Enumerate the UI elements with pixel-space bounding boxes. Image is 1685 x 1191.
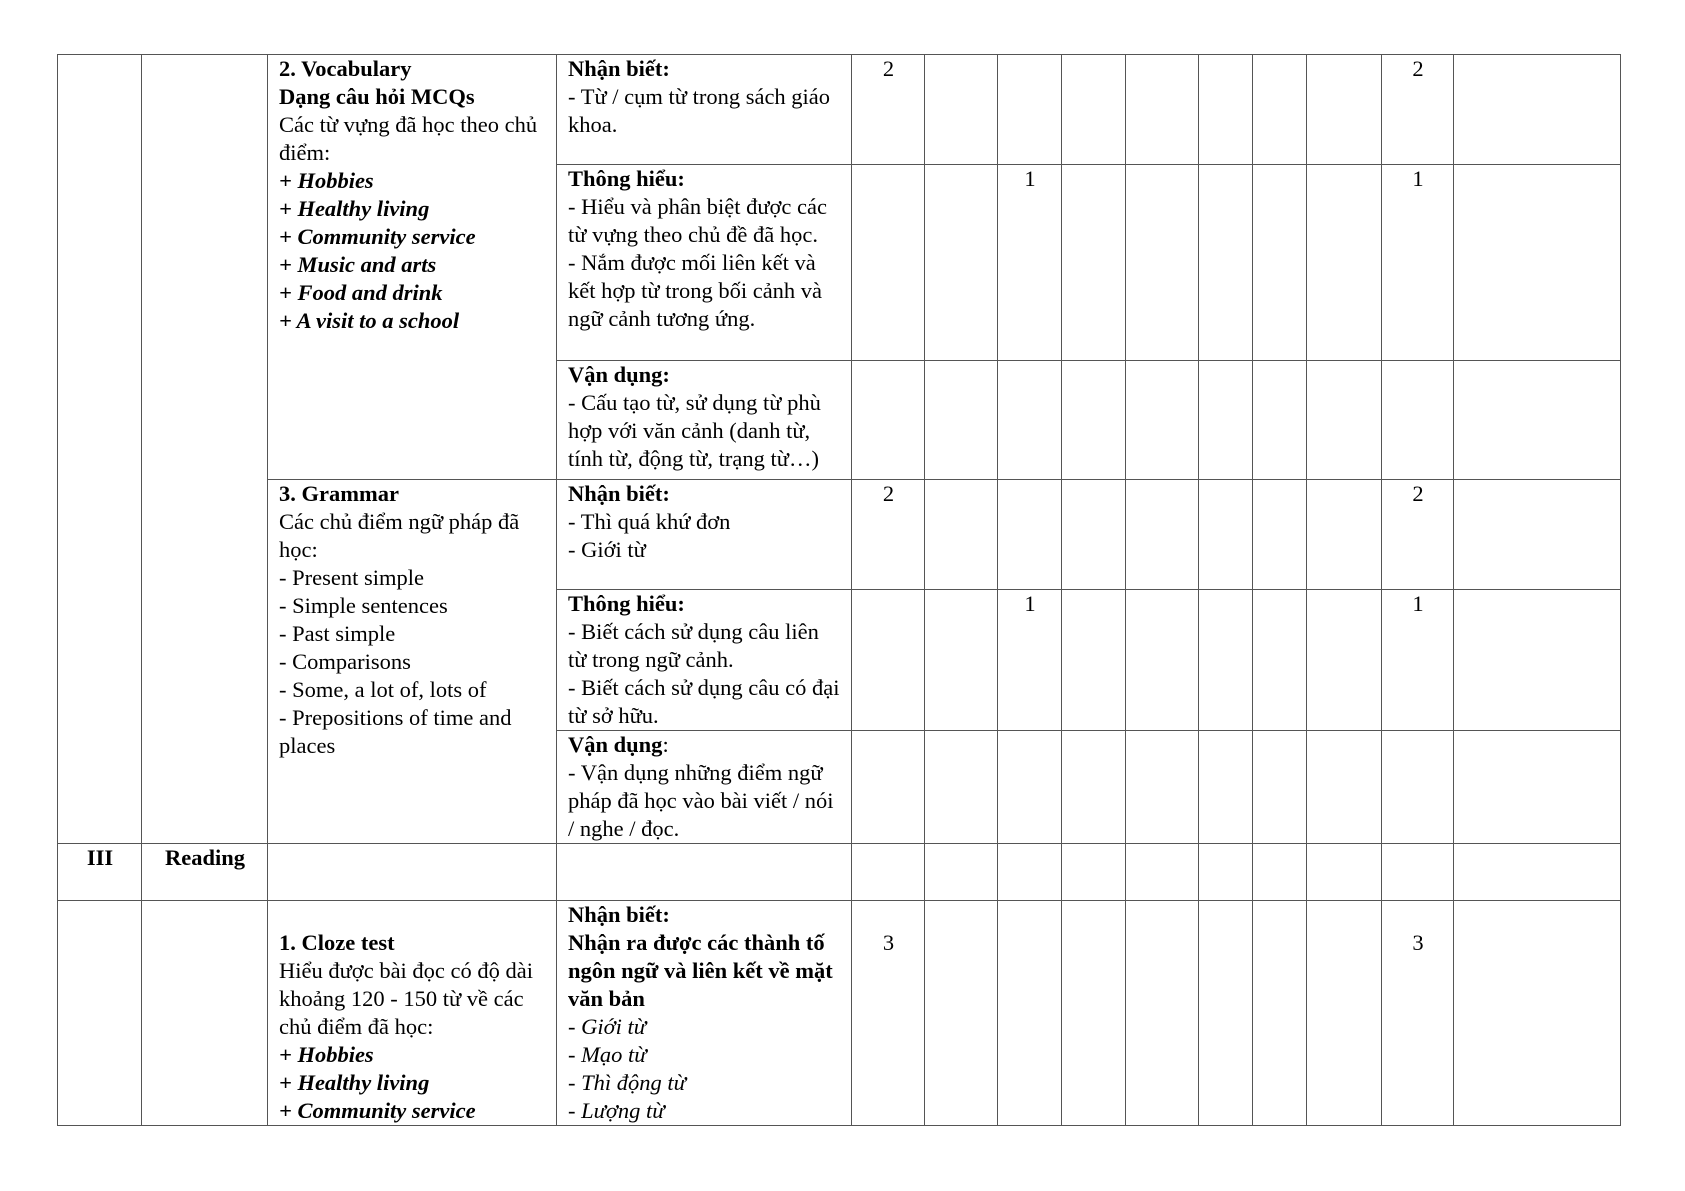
count-cell <box>1126 165 1199 361</box>
level-label-colon: : <box>662 732 669 757</box>
count-cell <box>1199 844 1253 901</box>
section-number-cell <box>58 901 142 1126</box>
count-cell: 2 <box>852 55 925 165</box>
level-description-cell <box>557 165 852 361</box>
level-description: - Cấu tạo từ, sử dụng từ phù hợp với văn cảnh (danh từ, tính từ, động từ, trạng từ…) <box>568 390 821 471</box>
count-cell <box>1126 55 1199 165</box>
count-cell <box>1307 480 1382 590</box>
level-label: Thông hiểu: <box>568 591 685 616</box>
count-cell <box>1062 165 1126 361</box>
notes-cell <box>1454 844 1621 901</box>
total-count-cell: 2 <box>1382 55 1454 165</box>
level-description-cell <box>557 844 852 901</box>
level-label: Thông hiểu: <box>568 166 685 191</box>
skill-cell <box>142 901 268 1126</box>
count-cell <box>1199 480 1253 590</box>
count-cell <box>1126 480 1199 590</box>
count-cell <box>925 901 998 1126</box>
count-cell <box>1253 361 1307 480</box>
level-description-cell <box>557 901 852 1126</box>
count-cell <box>852 590 925 731</box>
level-description: - Biết cách sử dụng câu có đại từ sở hữu. <box>568 675 840 728</box>
grammar-topic: - Some, a lot of, lots of <box>279 677 487 702</box>
total-count-cell <box>1382 361 1454 480</box>
level-label: Vận dụng: <box>568 362 670 387</box>
level-description: - Vận dụng những điểm ngữ pháp đã học vào bài viết / nói / nghe / đọc. <box>568 760 834 841</box>
count-cell <box>852 844 925 901</box>
level-description: - Biết cách sử dụng câu liên từ trong ngữ cảnh. <box>568 619 819 672</box>
vocabulary-topic: + Music and arts <box>279 252 437 277</box>
count-cell <box>998 901 1062 1126</box>
count-cell <box>1126 731 1199 844</box>
grammar-content-cell <box>268 480 557 844</box>
count-cell <box>1253 480 1307 590</box>
cloze-content-cell <box>268 901 557 1126</box>
count-cell <box>1126 901 1199 1126</box>
skill-name: Reading <box>142 844 268 901</box>
count-cell <box>1062 480 1126 590</box>
vocabulary-title: 2. Vocabulary <box>279 56 412 81</box>
count-cell <box>1307 361 1382 480</box>
level-description-cell <box>557 361 852 480</box>
level-item: - Thì động từ <box>568 1070 686 1095</box>
level-item: - Mạo từ <box>568 1042 647 1067</box>
count-cell <box>1126 844 1199 901</box>
count-cell <box>1126 361 1199 480</box>
count-cell <box>925 844 998 901</box>
count-cell <box>1199 165 1253 361</box>
notes-cell <box>1454 480 1621 590</box>
count-cell <box>1307 901 1382 1126</box>
total-count-cell: 1 <box>1382 590 1454 731</box>
level-description: - Hiểu và phân biệt được các từ vựng theo chủ đề đã học. <box>568 194 827 247</box>
level-description: Nhận ra được các thành tố ngôn ngữ và liên kết về mặt văn bản <box>568 930 833 1011</box>
count-cell <box>1253 55 1307 165</box>
level-label: Nhận biết: <box>568 902 670 927</box>
total-count-cell: 3 <box>1382 901 1454 1126</box>
vocabulary-intro: Các từ vựng đã học theo chủ điểm: <box>279 112 538 165</box>
count-cell <box>1199 361 1253 480</box>
count-cell <box>1199 901 1253 1126</box>
count-cell <box>1199 55 1253 165</box>
cloze-title: 1. Cloze test <box>279 930 395 955</box>
level-description-cell <box>557 590 852 731</box>
vocabulary-topic: + Healthy living <box>279 196 430 221</box>
vocabulary-topic: + Hobbies <box>279 168 374 193</box>
count-cell <box>998 361 1062 480</box>
notes-cell <box>1454 590 1621 731</box>
level-item: - Giới từ <box>568 1014 647 1039</box>
level-description: - Giới từ <box>568 537 646 562</box>
total-count-cell: 1 <box>1382 165 1454 361</box>
grammar-intro: Các chủ điểm ngữ pháp đã học: <box>279 509 520 562</box>
count-cell <box>925 590 998 731</box>
level-description: - Nắm được mối liên kết và kết hợp từ trong bối cảnh và ngữ cảnh tương ứng. <box>568 250 823 331</box>
count-cell: 1 <box>998 590 1062 731</box>
table-row <box>58 901 1621 1126</box>
count-cell <box>925 165 998 361</box>
count-cell <box>1307 844 1382 901</box>
grammar-topic: - Present simple <box>279 565 424 590</box>
skill-cell <box>142 55 268 844</box>
count-cell <box>1062 731 1126 844</box>
level-label: Nhận biết: <box>568 56 670 81</box>
grammar-topic: - Comparisons <box>279 649 411 674</box>
vocabulary-content-cell <box>268 55 557 480</box>
grammar-title: 3. Grammar <box>279 481 399 506</box>
level-item: - Lượng từ <box>568 1098 665 1123</box>
total-count-cell <box>1382 731 1454 844</box>
count-cell <box>998 731 1062 844</box>
count-cell <box>925 55 998 165</box>
notes-cell <box>1454 731 1621 844</box>
count-cell <box>1062 55 1126 165</box>
grammar-topic: - Prepositions of time and places <box>279 705 512 758</box>
count-cell <box>1062 361 1126 480</box>
count-cell <box>925 480 998 590</box>
count-cell <box>852 361 925 480</box>
count-cell <box>925 731 998 844</box>
table-row <box>58 844 1621 901</box>
content-cell <box>268 844 557 901</box>
vocabulary-topic: + A visit to a school <box>279 308 460 333</box>
specification-matrix-table <box>57 54 1621 1126</box>
count-cell <box>1253 901 1307 1126</box>
count-cell: 3 <box>852 901 925 1126</box>
count-cell <box>1307 55 1382 165</box>
cloze-intro: Hiểu được bài đọc có độ dài khoảng 120 - 150 từ về các chủ điểm đã học: <box>279 958 534 1039</box>
section-number-cell <box>58 55 142 844</box>
notes-cell <box>1454 165 1621 361</box>
count-cell <box>998 55 1062 165</box>
count-cell <box>1199 731 1253 844</box>
cloze-topic: + Healthy living <box>279 1070 430 1095</box>
count-cell <box>1253 844 1307 901</box>
level-label: Vận dụng <box>568 732 663 757</box>
vocabulary-subtitle: Dạng câu hỏi MCQs <box>279 84 475 109</box>
level-description: - Thì quá khứ đơn <box>568 509 731 534</box>
vocabulary-topic: + Community service <box>279 224 476 249</box>
count-cell <box>1062 590 1126 731</box>
count-cell: 2 <box>852 480 925 590</box>
level-label: Nhận biết: <box>568 481 670 506</box>
vocabulary-topic: + Food and drink <box>279 280 443 305</box>
count-cell <box>1199 590 1253 731</box>
total-count-cell: 2 <box>1382 480 1454 590</box>
count-cell <box>1062 844 1126 901</box>
count-cell <box>852 731 925 844</box>
section-number: III <box>58 844 142 901</box>
table-row <box>58 480 1621 590</box>
total-count-cell <box>1382 844 1454 901</box>
notes-cell <box>1454 361 1621 480</box>
notes-cell <box>1454 901 1621 1126</box>
level-description: - Từ / cụm từ trong sách giáo khoa. <box>568 84 831 137</box>
count-cell <box>925 361 998 480</box>
level-description-cell <box>557 480 852 590</box>
table-row <box>58 55 1621 165</box>
count-cell <box>1062 901 1126 1126</box>
count-cell <box>1307 731 1382 844</box>
level-description-cell <box>557 731 852 844</box>
count-cell <box>1253 165 1307 361</box>
cloze-topic: + Hobbies <box>279 1042 374 1067</box>
count-cell: 1 <box>998 165 1062 361</box>
notes-cell <box>1454 55 1621 165</box>
grammar-topic: - Simple sentences <box>279 593 448 618</box>
count-cell <box>1307 590 1382 731</box>
count-cell <box>998 480 1062 590</box>
level-description-cell <box>557 55 852 165</box>
cloze-topic: + Community service <box>279 1098 476 1123</box>
count-cell <box>1307 165 1382 361</box>
count-cell <box>998 844 1062 901</box>
count-cell <box>1253 731 1307 844</box>
count-cell <box>1126 590 1199 731</box>
count-cell <box>1253 590 1307 731</box>
count-cell <box>852 165 925 361</box>
grammar-topic: - Past simple <box>279 621 396 646</box>
